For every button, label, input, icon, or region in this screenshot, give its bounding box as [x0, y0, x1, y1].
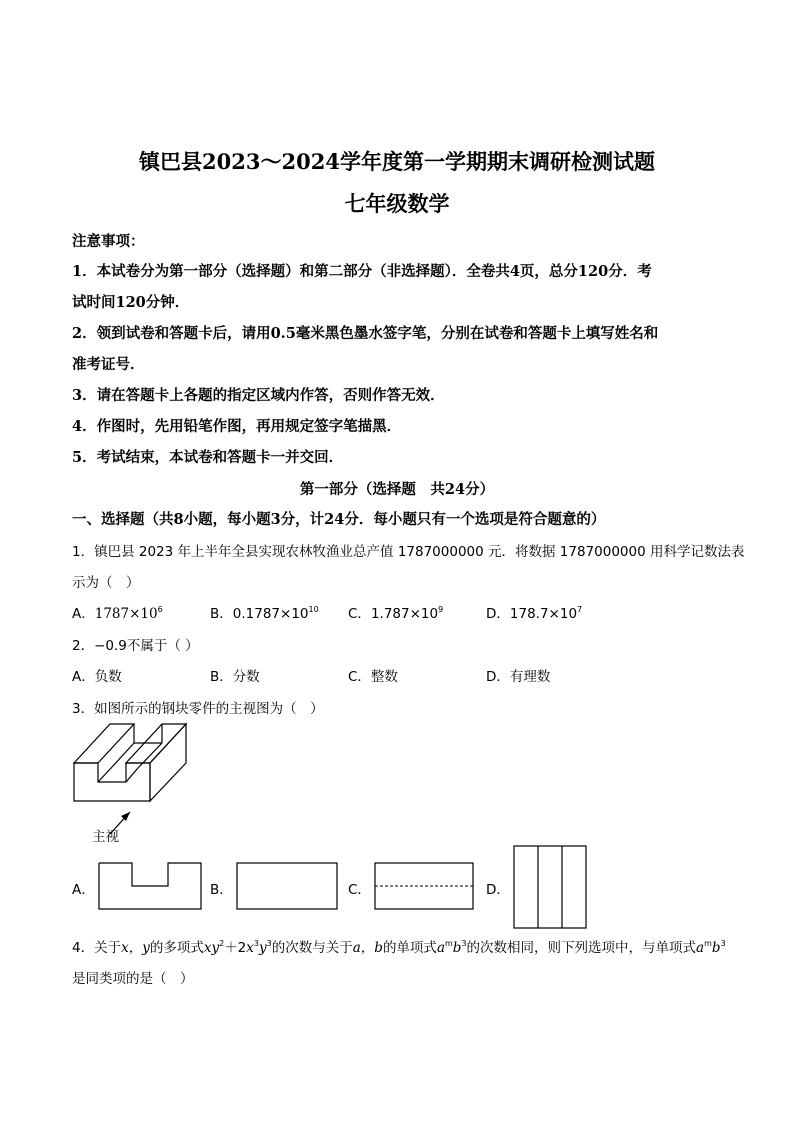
option-exponent: 9 [438, 605, 444, 614]
question-3-option-a-figure[interactable] [98, 862, 202, 910]
question-1-option-c[interactable] [348, 602, 443, 622]
option-exponent: 7 [577, 605, 583, 614]
front-view-label: 主视 [92, 829, 119, 845]
q4-vars-ab: a，b [352, 940, 383, 956]
question-2-option-b[interactable]: B．分数 [210, 669, 260, 685]
exam-subtitle: 七年级数学 [344, 191, 450, 216]
q4-mono-b: b [452, 940, 462, 956]
question-3-stem: 3．如图所示的钢块零件的主视图为（ ） [72, 701, 324, 717]
question-1-stem-line-1: 1．镇巴县 2023 年上半年全县实现农林牧渔业总产值 1787000000 元．将数据 1787000000 用科学记数法表 [72, 544, 745, 560]
question-2-option-d[interactable]: D．有理数 [486, 669, 551, 685]
option-label: B． [210, 606, 233, 622]
question-4-stem-line-1 [72, 936, 726, 956]
option-value: 1.787×10 [370, 606, 439, 622]
q4-mono-a-exp: m [445, 939, 453, 948]
question-3-option-b-label[interactable]: B． [210, 882, 233, 898]
exam-title: 镇巴县2023～2024学年度第一学期期末调研检测试题 [139, 149, 655, 174]
question-3-option-c-figure[interactable] [374, 862, 474, 910]
q4-poly-term-2-y-exp: 3 [266, 939, 272, 948]
notice-item-1-line-2: 试时间120分钟． [72, 294, 190, 311]
notice-item-5: 5．考试结束，本试卷和答题卡一并交回． [72, 449, 344, 466]
q4-mono-a-exp-repeat: m [704, 939, 712, 948]
q4-vars-xy: x，y [121, 940, 150, 956]
option-label: A． [72, 606, 95, 622]
notice-item-3: 3．请在答题卡上各题的指定区域内作答，否则作答无效． [72, 387, 445, 404]
question-2-option-c[interactable]: C．整数 [348, 669, 398, 685]
notice-item-1-line-1: 1．本试卷分为第一部分（选择题）和第二部分（非选择题）．全卷共4页，总分120分．考 [72, 263, 652, 280]
option-label: D． [486, 606, 510, 622]
question-3-option-a-label[interactable]: A． [72, 882, 95, 898]
option-label: C． [348, 606, 371, 622]
q4-poly-term-1: xy [203, 940, 220, 956]
question-3-option-d-figure[interactable] [513, 845, 587, 929]
steel-block-figure [72, 718, 212, 808]
question-2-option-a[interactable]: A．负数 [72, 669, 122, 685]
q4-text-3: 的单项式 [382, 940, 437, 956]
q4-poly-term-2-x: x [246, 940, 254, 956]
notice-item-2-line-2: 准考证号． [72, 356, 145, 373]
option-value: 178.7×10 [509, 606, 578, 622]
q4-text-2: 的次数与关于 [271, 940, 353, 956]
question-1-option-d[interactable] [486, 602, 582, 622]
q4-poly-plus: ＋2 [224, 940, 247, 956]
q4-mono-a-repeat: a [696, 940, 705, 956]
q4-poly-term-1-exp: 2 [219, 939, 225, 948]
question-2-stem: 2．−0.9不属于（ ） [72, 638, 199, 654]
question-4-stem-line-2: 是同类项的是（ ） [72, 971, 194, 987]
q4-text-1: 的多项式 [149, 940, 204, 956]
question-3-option-b-figure[interactable] [236, 862, 338, 910]
question-1-option-b[interactable] [210, 602, 319, 622]
question-3-option-c-label[interactable]: C． [348, 882, 371, 898]
section-one-title: 一、选择题（共8小题，每小题3分，计24分．每小题只有一个选项是符合题意的） [72, 511, 606, 528]
notice-item-4: 4．作图时，先用铅笔作图，再用规定签字笔描黑． [72, 418, 402, 435]
q4-poly-term-2-y: y [259, 940, 267, 956]
option-value: 0.1787×10 [232, 606, 309, 622]
part-one-heading: 第一部分（选择题 共24分） [299, 481, 495, 498]
q4-mono-b-repeat: b [711, 940, 721, 956]
notice-item-2-line-1: 2．领到试卷和答题卡后，请用0.5毫米黑色墨水签字笔，分别在试卷和答题卡上填写姓名和 [72, 325, 659, 342]
q4-text-4: 的次数相同，则下列选项中，与单项式 [466, 940, 697, 956]
q4-mono-b-exp-repeat: 3 [720, 939, 726, 948]
option-exponent: 10 [308, 605, 319, 614]
q4-mono-b-exp: 3 [461, 939, 467, 948]
option-value: 1787×10 [94, 606, 158, 622]
question-1-stem-line-2: 示为（ ） [72, 575, 140, 591]
q4-prefix: 4．关于 [72, 940, 122, 956]
question-1-option-a[interactable] [72, 602, 163, 622]
q4-mono-a: a [436, 940, 445, 956]
notice-heading: 注意事项： [72, 233, 145, 250]
q4-poly-term-2-x-exp: 3 [253, 939, 259, 948]
option-exponent: 6 [157, 605, 163, 614]
question-3-option-d-label[interactable]: D． [486, 882, 510, 898]
